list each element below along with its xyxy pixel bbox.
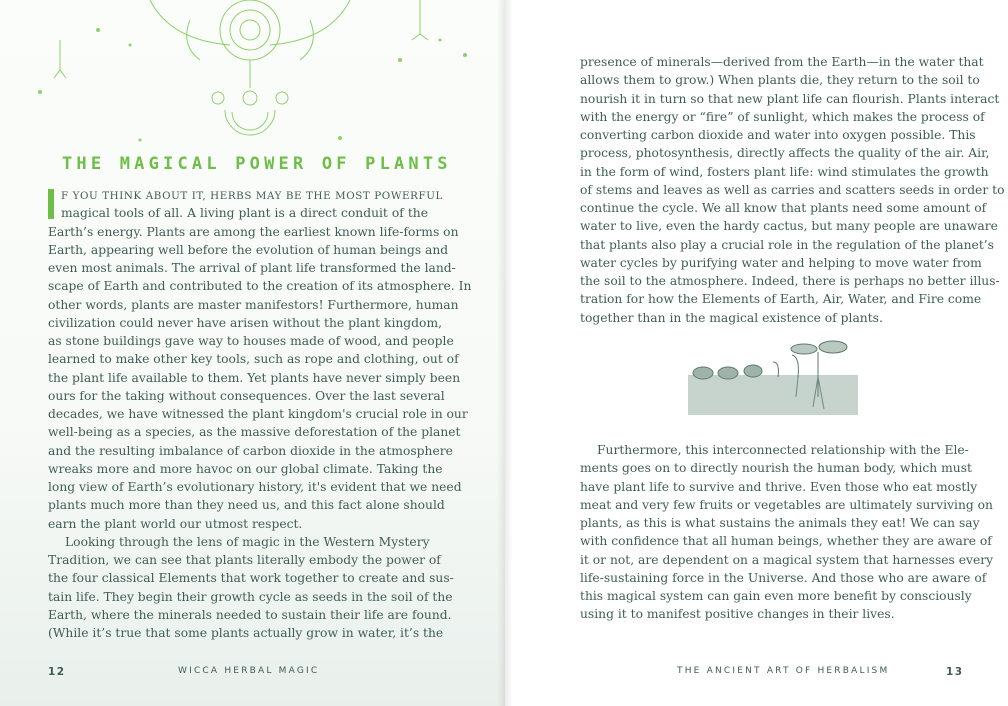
book-gutter [497,0,513,706]
text-line: this magical system can gain even more benefit by consciously [580,589,972,603]
page-number-right: 13 [946,666,964,678]
text-line: tration for how the Elements of Earth, Air, Water, and Fire come [580,292,982,307]
text-line: Looking through the lens of magic in the Western Mystery [65,534,430,549]
text-line: plants, as this is what sustains the animals they eat! We can say [580,516,980,530]
text-line: learned to make other key tools, such as rope and clothing, out of [48,352,459,367]
right-body-text-top [580,53,1005,327]
right-body-text-bottom [580,441,994,624]
text-line: converting carbon dioxide and water into oxygen possible. This [580,128,976,142]
text-line: Earth, appearing well before the evolution of human beings and [48,242,449,257]
text-line: the four classical Elements that work together to create and sus- [48,571,454,586]
text-line: and the resulting imbalance of carbon dioxide in the atmosphere [48,443,453,458]
seedling-illustration [688,337,858,417]
text-line: civilization could never have arisen without the plant kingdom, [48,315,443,330]
text-line: as stone buildings gave way to houses made of wood, and people [48,334,454,348]
text-line: water cycles by purifying water and helping to move water from [580,255,982,270]
text-line: even most animals. The arrival of plant life transformed the land- [48,261,456,275]
section-heading: THE MAGICAL POWER OF PLANTS [62,154,452,174]
left-body-text [48,186,472,642]
text-line: meat and very few fruits or vegetables are ultimately surviving on [580,497,993,512]
running-head-left: WICCA HERBAL MAGIC [178,666,320,676]
page-number-left: 12 [48,666,66,678]
text-line: presence of minerals—derived from the Earth—in the water that [580,55,984,69]
text-line: decades, we have witnessed the plant kingdom's crucial role in our [48,407,468,421]
text-line: Furthermore, this interconnected relationship with the Ele- [597,443,969,457]
text-line: other words, plants are master manifestors! Furthermore, human [48,297,459,312]
running-head-right: THE ANCIENT ART OF HERBALISM [677,666,890,676]
text-line: Earth’s energy. Plants are among the earliest known life-forms on [48,224,459,239]
text-line: plants much more than they need us, and this fact alone should [48,498,445,513]
text-line: ours for the taking without consequences. Over the last several [48,388,445,403]
right-page [505,0,1008,706]
text-line: magical tools of all. A living plant is a direct conduit of the [61,206,428,221]
text-line: together than in the magical existence of plants. [580,310,883,325]
text-line: nourish it in turn so that new plant life can flourish. Plants interact [580,91,1000,106]
text-line: the plant life available to them. Yet plants have never simply been [48,370,461,385]
text-line: of stems and leaves as well as carries and scatters seeds in order to [580,182,1005,197]
text-line: continue the cycle. We all know that plants need some amount of [580,201,987,215]
text-line: using it to manifest positive changes in their lives. [580,607,895,622]
text-line: it or not, are dependent on a magical system that harnesses every [580,552,994,567]
text-line: process, photosynthesis, directly affects the quality of the air. Air, [580,146,990,161]
text-line: water to live, even the hardy cactus, but many people are unaware [580,219,998,234]
text-line: with confidence that all human beings, whether they are aware of [580,534,992,549]
text-line: Earth, where the minerals needed to sustain their life are found. [48,607,452,622]
text-line: with the energy or “fire” of sunlight, which makes the process of [580,109,985,124]
text-line: allows them to grow.) When plants die, they return to the soil to [580,73,980,88]
text-line: in the form of wind, fosters plant life: wind stimulates the growth [580,164,989,179]
text-line: have plant life to survive and thrive. Even those who eat mostly [580,479,978,494]
text-line: (While it’s true that some plants actually grow in water, it’s the [48,626,444,640]
text-line: Tradition, we can see that plants literally embody the power of [48,553,441,567]
text-line: life-sustaining force in the Universe. And those who are aware of [580,570,987,585]
celestial-ornament [0,0,505,150]
text-line: tain life. They begin their growth cycle as seeds in the soil of the [48,589,453,604]
text-line: earn the plant world our utmost respect. [48,516,303,531]
text-line: long view of Earth’s evolutionary history, it's evident that we need [48,480,462,494]
text-line: wreaks more and more havoc on our global climate. Taking the [48,461,443,476]
text-line: the soil to the atmosphere. Indeed, there is perhaps no better illus- [580,274,1000,288]
text-line: that plants also play a crucial role in the regulation of the planet’s [580,237,994,252]
text-line: well-being as a species, as the massive deforestation of the planet [48,425,461,440]
text-line: scape of Earth and contributed to the creation of its atmosphere. In [48,279,472,294]
lead-in-smallcaps: F YOU THINK ABOUT IT, HERBS MAY BE THE MOST POWERFUL [61,190,443,202]
text-line: ments goes on to directly nourish the human body, which must [580,461,972,476]
